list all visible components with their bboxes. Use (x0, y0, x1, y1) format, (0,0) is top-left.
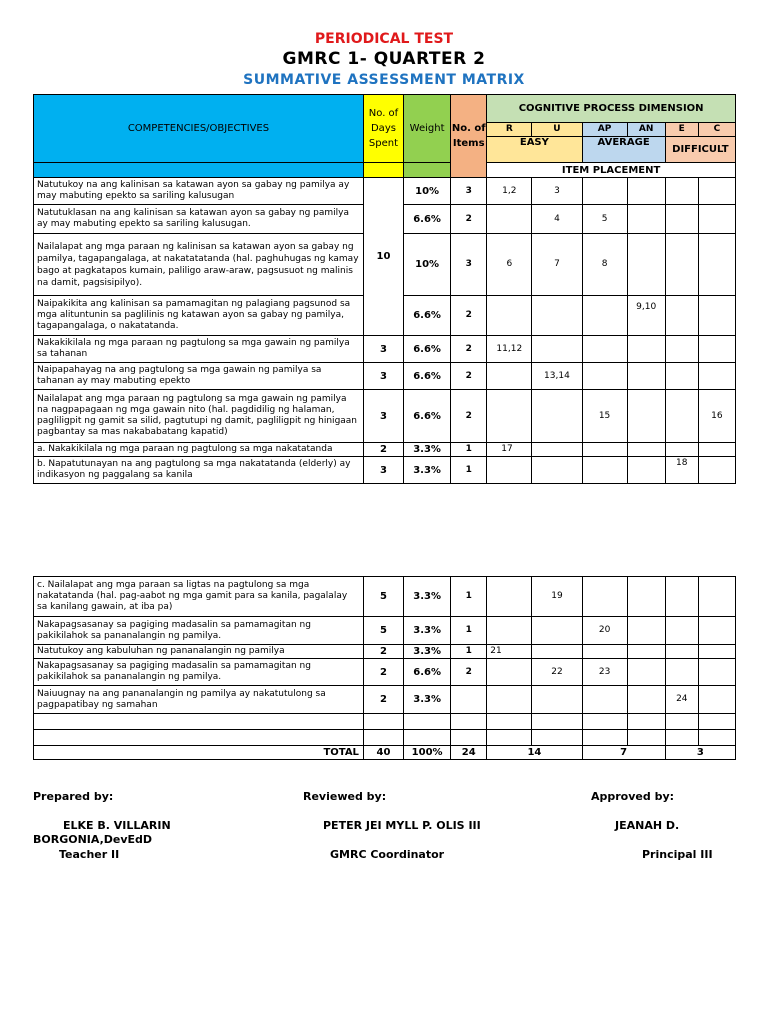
table-row (34, 730, 736, 746)
days-value: 2 (363, 645, 403, 659)
e-value: 18 (665, 457, 698, 484)
items-value: 1 (451, 617, 487, 645)
e-value: 24 (665, 686, 698, 714)
an-value (627, 457, 665, 484)
table-row (34, 178, 736, 205)
days-value: 3 (363, 390, 403, 443)
table-row (34, 443, 736, 457)
table-row (34, 363, 736, 390)
weight-value: 6.6% (404, 336, 451, 363)
u-value (532, 645, 582, 659)
days-value: 5 (363, 577, 403, 617)
items-value: 2 (451, 296, 487, 336)
r-value (487, 686, 532, 714)
ap-value: 23 (582, 659, 627, 686)
days-value: 2 (363, 659, 403, 686)
items-value: 2 (451, 363, 487, 390)
total-difficult: 3 (665, 746, 735, 760)
r-value (487, 457, 532, 484)
header-spacer (404, 163, 451, 178)
weight-value: 10% (404, 178, 451, 205)
an-value (627, 577, 665, 617)
weight-value: 3.3% (404, 617, 451, 645)
e-value (665, 205, 698, 234)
items-value: 3 (451, 178, 487, 205)
e-value (665, 645, 698, 659)
competency-text: b. Napatutunayan na ang pagtulong sa mga nakatatanda (elderly) ay indikasyon ng paggalang sa kanila (34, 457, 364, 484)
ap-value (582, 686, 627, 714)
c-value: 16 (698, 390, 735, 443)
competency-text: Naipapahayag na ang pagtulong sa mga gawain ng pamilya sa tahanan ay may mabuting epekto (34, 363, 364, 390)
u-value (532, 457, 582, 484)
weight-value: 3.3% (404, 577, 451, 617)
an-value (627, 178, 665, 205)
table-row (34, 659, 736, 686)
competency-text: Natutuklasan na ang kalinisan sa katawan ayon sa gabay ng pamilya ay may mabuting epekto sa sariling kalusugan. (34, 205, 364, 234)
competency-text: Nailalapat ang mga paraan ng kalinisan sa katawan ayon sa gabay ng pamilya, tagapangalaga, at nakatatatanda (hal. paghuhugas ng kamay bago at pagkatapos kumain, paliligo araw-araw, pagsusuot ng malinis na damit, pagsisipilyo). (34, 234, 364, 296)
r-value: 1,2 (487, 178, 532, 205)
e-value (665, 363, 698, 390)
weight-value: 6.6% (404, 390, 451, 443)
reviewer-name: PETER JEI MYLL P. OLIS III (323, 819, 481, 832)
prepared-by-label: Prepared by: (33, 790, 114, 803)
competency-text: Nakapagsasanay sa pagiging madasalin sa pamamagitan ng pakikilahok sa pananalangin ng pamilya. (34, 659, 364, 686)
weight-value: 3.3% (404, 645, 451, 659)
matrix-title: SUMMATIVE ASSESSMENT MATRIX (243, 72, 525, 88)
u-value (532, 336, 582, 363)
table-row (34, 390, 736, 443)
c-value (698, 645, 735, 659)
an-value (627, 234, 665, 296)
e-value (665, 336, 698, 363)
days-value: 3 (363, 336, 403, 363)
approver-role: Principal III (642, 848, 713, 861)
c-value (698, 577, 735, 617)
header-spacer (363, 163, 403, 178)
table-row (34, 577, 736, 617)
e-value (665, 390, 698, 443)
items-value (451, 686, 487, 714)
u-value (532, 296, 582, 336)
u-value (532, 686, 582, 714)
r-value: 21 (487, 645, 532, 659)
an-header: AN (627, 123, 665, 137)
e-value (665, 577, 698, 617)
r-value: 17 (487, 443, 532, 457)
ap-value (582, 457, 627, 484)
an-value (627, 659, 665, 686)
items-value: 2 (451, 659, 487, 686)
an-value (627, 617, 665, 645)
competency-text: Nailalapat ang mga paraan ng pagtulong sa mga gawain ng pamilya na nagpapagaan ng mga gawain nito (hal. pagdidilig ng halaman, pagliligpit ng gamit sa silid, pagtutupi ng damit, pagliligpit ng hinigaan pagbantay sa mas nakababatang kapatid) (34, 390, 364, 443)
r-value (487, 205, 532, 234)
total-row (34, 746, 736, 760)
ap-value (582, 336, 627, 363)
items-value: 3 (451, 234, 487, 296)
total-average: 7 (582, 746, 665, 760)
ap-value: 20 (582, 617, 627, 645)
r-value (487, 390, 532, 443)
c-value (698, 659, 735, 686)
approver-name: JEANAH D. (615, 819, 680, 832)
weight-value: 10% (404, 234, 451, 296)
items-value: 1 (451, 457, 487, 484)
an-value: 9,10 (627, 296, 665, 336)
table-row (34, 714, 736, 730)
c-value (698, 617, 735, 645)
table-row (34, 686, 736, 714)
ap-value (582, 443, 627, 457)
e-header: E (665, 123, 698, 137)
e-value (665, 234, 698, 296)
table-row (34, 457, 736, 484)
weight-value: 3.3% (404, 443, 451, 457)
reviewed-by-label: Reviewed by: (303, 790, 387, 803)
easy-header: EASY (487, 137, 582, 163)
u-value (532, 390, 582, 443)
total-weight: 100% (404, 746, 451, 760)
an-value (627, 363, 665, 390)
e-value (665, 296, 698, 336)
preparer-name-line1: ELKE B. VILLARIN (63, 819, 171, 832)
weight-value: 6.6% (404, 205, 451, 234)
competency-text: Naiuugnay na ang pananalangin ng pamilya ay nakatutulong sa pagpapatibay ng samahan (34, 686, 364, 714)
r-header: R (487, 123, 532, 137)
c-value (698, 178, 735, 205)
u-value (532, 617, 582, 645)
an-value (627, 390, 665, 443)
test-title: PERIODICAL TEST (314, 31, 454, 47)
e-value (665, 178, 698, 205)
ap-value (582, 577, 627, 617)
u-value: 19 (532, 577, 582, 617)
items-value: 2 (451, 390, 487, 443)
c-value (698, 686, 735, 714)
difficult-header: DIFFICULT (665, 137, 735, 163)
days-header: No. of Days Spent (363, 95, 403, 163)
document-header (0, 30, 768, 89)
preparer-name-line2: BORGONIA,DevEdD (33, 833, 153, 846)
competencies-header: COMPETENCIES/OBJECTIVES (34, 95, 364, 163)
an-value (627, 336, 665, 363)
items-value: 1 (451, 577, 487, 617)
preparer-role: Teacher II (59, 848, 120, 861)
c-header: C (698, 123, 735, 137)
ap-value (582, 363, 627, 390)
total-days: 40 (363, 746, 403, 760)
approved-by-label: Approved by: (591, 790, 675, 803)
competency-text: Natutukoy ang kabuluhan ng pananalangin ng pamilya (34, 645, 364, 659)
c-value (698, 443, 735, 457)
items-value: 1 (451, 443, 487, 457)
c-value (698, 296, 735, 336)
ap-value (582, 296, 627, 336)
competency-text: a. Nakakikilala ng mga paraan ng pagtulong sa mga nakatatanda (34, 443, 364, 457)
r-value (487, 659, 532, 686)
ap-value: 8 (582, 234, 627, 296)
competency-text: Nakapagsasanay sa pagiging madasalin sa pamamagitan ng pakikilahok sa pananalangin ng pamilya. (34, 617, 364, 645)
competency-text: c. Nailalapat ang mga paraan sa ligtas na pagtulong sa mga nakatatanda (hal. pag-aabot ng mga gamit para sa kanila, pagalalay sa kanilang gawain, at iba pa) (34, 577, 364, 617)
ap-value (582, 645, 627, 659)
an-value (627, 686, 665, 714)
r-value: 6 (487, 234, 532, 296)
c-value (698, 205, 735, 234)
ap-value (582, 178, 627, 205)
c-value (698, 363, 735, 390)
u-value: 22 (532, 659, 582, 686)
items-header: No. of Items (451, 95, 487, 178)
items-value: 2 (451, 336, 487, 363)
total-label: TOTAL (34, 746, 364, 760)
r-value: 11,12 (487, 336, 532, 363)
weight-value: 6.6% (404, 659, 451, 686)
ap-value: 15 (582, 390, 627, 443)
e-value (665, 659, 698, 686)
competency-text: Nakakikilala ng mga paraan ng pagtulong sa mga gawain ng pamilya sa tahanan (34, 336, 364, 363)
table-row (34, 336, 736, 363)
u-value: 7 (532, 234, 582, 296)
average-header: AVERAGE (582, 137, 665, 163)
assessment-matrix-bottom (33, 576, 736, 760)
weight-value: 3.3% (404, 686, 451, 714)
an-value (627, 443, 665, 457)
u-value: 3 (532, 178, 582, 205)
days-value: 2 (363, 443, 403, 457)
competency-text: Natutukoy na ang kalinisan sa katawan ayon sa gabay ng pamilya ay may mabuting epekto sa sariling kalusugan (34, 178, 364, 205)
u-value: 4 (532, 205, 582, 234)
u-header: U (532, 123, 582, 137)
competency-text: Naipakikita ang kalinisan sa pamamagitan ng palagiang pagsunod sa mga alituntunin sa paglilinis ng katawan ayon sa gabay ng pamilya, tagapangalaga, o nakatatanda. (34, 296, 364, 336)
weight-header: Weight (404, 95, 451, 163)
e-value (665, 617, 698, 645)
an-value (627, 205, 665, 234)
cognitive-header: COGNITIVE PROCESS DIMENSION (487, 95, 736, 123)
assessment-matrix-top (33, 94, 736, 484)
ap-header: AP (582, 123, 627, 137)
ap-value: 5 (582, 205, 627, 234)
days-value: 3 (363, 363, 403, 390)
days-value: 2 (363, 686, 403, 714)
total-items: 24 (451, 746, 487, 760)
c-value (698, 336, 735, 363)
u-value: 13,14 (532, 363, 582, 390)
an-value (627, 645, 665, 659)
subject-title: GMRC 1- QUARTER 2 (282, 49, 486, 69)
c-value (698, 234, 735, 296)
r-value (487, 617, 532, 645)
items-value: 1 (451, 645, 487, 659)
weight-value: 6.6% (404, 296, 451, 336)
table-row (34, 645, 736, 659)
days-value: 3 (363, 457, 403, 484)
reviewer-role: GMRC Coordinator (330, 848, 445, 861)
r-value (487, 363, 532, 390)
item-placement-header: ITEM PLACEMENT (487, 163, 736, 178)
r-value (487, 296, 532, 336)
header-spacer (34, 163, 364, 178)
weight-value: 3.3% (404, 457, 451, 484)
c-value (698, 457, 735, 484)
days-value: 10 (363, 178, 403, 336)
total-easy: 14 (487, 746, 582, 760)
e-value (665, 443, 698, 457)
days-value: 5 (363, 617, 403, 645)
weight-value: 6.6% (404, 363, 451, 390)
r-value (487, 577, 532, 617)
items-value: 2 (451, 205, 487, 234)
u-value (532, 443, 582, 457)
table-row (34, 617, 736, 645)
